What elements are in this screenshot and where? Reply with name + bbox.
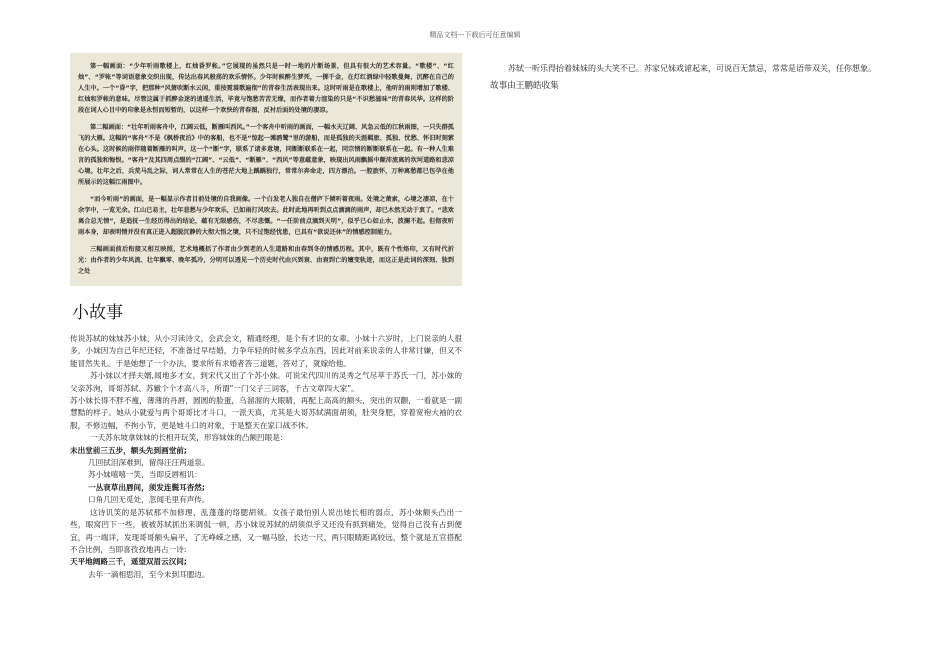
poem-line: 去年一滴相思泪，至今未到耳腮边。 bbox=[88, 569, 210, 579]
story-title: 小故事 bbox=[72, 303, 123, 323]
story-paragraph: 这诗讥笑的是苏轼那不加修理、乱蓬蓬的络腮胡须。女孩子最怕别人说出她长相的弱点，苏小妹额头凸出一些，眼窝凹下一些，被被苏轼抓出来调侃一顿，苏小妹说苏轼的胡须似乎又还没有抓到痛处，觉得自己没有占到便宜，再一端详，发现哥哥额头扁平，了无峥嵘之感，又一幅马脸，长达一尺，两只眼睛距离较远，整个就是五官搭配不合比例，当即喜孜孜地再占一诗: bbox=[70, 507, 462, 554]
left-column bbox=[70, 53, 462, 581]
commentary-paragraph: 三幅画面前后衔接又相互映照，艺术地概括了作者由少到老的人生道路和由春到冬的情感历程。其中，既有个性烙印，又有时代折光：由作者的少年风流、壮年飘零、晚年孤冷，分明可以透见一个历史时代由兴到衰、由衰到亡的嬗变轨迹，而这正是此词的深刻、独到之处 bbox=[78, 246, 454, 275]
commentary-paragraph: 第一幅画面：“少年听雨歌楼上，红烛昏罗帐。”它展现的虽然只是一时一地的片断场景，但具有很大的艺术容量。“歌楼”、“红烛”、“罗帐”等词语意象交织出现，传达出春风般荡的欢乐情怀。少年时候醉生梦死，一掷千金，在灯红酒绿中轻歌曼舞，沉醉在自己的人生中。一个“昏”字，把那种“风箫吹断水云闲，重按霓裳歌遍彻”的青春生活表现出来。这时听雨是在歌楼上，他听的雨则增加了歌楼、红烛和罗帐的意味。尽管这属于抓醉金迷的逍遥生活，毕竟与饱愁苦苦无缘，而作者着力渲染的只是“不识愁滋味”的青春风华。这样的阶段在词人心目中的印象是永恒而短暂的，以这样一个欢快的青春图，反衬后面的处境的凄凉。 bbox=[78, 63, 454, 114]
commentary-paragraph: “而今听雨”的画面，是一幅显示作者目前处境的自我画像。一个白发老人独自在僧庐下倾听着夜雨。处境之萧索，心境之凄凉，在十余字中，一览无余。江山已易主，壮年悲愁与少年欢乐，已如雨打风吹去。此时此地再听到点点滴滴的雨声，却已木然无动于衷了。“悲欢离合总无情”，是追抚一生经历得出的结论，蕴有无限感伤，不尽悲慨。“一任阶前点滴到天明”，似乎已心如止水，波澜不起。但彻夜听雨本身，却表明情并没有真正进入超脱沉静的大彻大悟之境，只不过饱经忧患，已具有“欲说还休”的情感控制能力。 bbox=[78, 196, 454, 236]
poem-line: 一丛衰草出唇间，须发连鬓耳杳然; bbox=[88, 482, 205, 492]
story-paragraph: 一天苏东坡拿妹妹的长相开玩笑，形容妹妹的凸额凹眼是： bbox=[90, 433, 288, 443]
poem-line: 天平地阔路三千，遥望双眉云汉间; bbox=[70, 557, 187, 567]
poem-line: 口角几回无觅处，忽闻毛里有声传。 bbox=[88, 495, 210, 505]
poem-line: 几回拭泪深难到，留得汪汪两道泉。 bbox=[88, 458, 210, 468]
collector-signature: 故事由王鹏皓收集 bbox=[490, 81, 559, 91]
poem-line: 未出堂前三五步，额头先到画堂前; bbox=[70, 445, 187, 455]
right-column bbox=[490, 62, 882, 93]
story-paragraph: 苏小妹长得不胖不瘦，薄薄的丹唇，圆圆的脸蛋，乌溜溜的大眼睛，再配上高高的额头，突出的双颧，一看就是一副慧黠的样子。她从小就爱与两个哥哥比才斗口，一派天真，尤其是大哥苏轼满面胡须，肚突身肥，穿着宽袍大袖的衣服，不修边幅，不拘小节，更是她斗口的对象，于是整天在家口战不休。 bbox=[70, 396, 462, 430]
page-header: 精品文档---下载后可任意编辑 bbox=[429, 31, 521, 39]
story-ending-paragraph: 苏轼一听乐得抬着妹妹的头大笑不已。苏家兄妹戏谑起来，可说百无禁忌，常常是语带双关，任你想象。 bbox=[508, 64, 876, 73]
story-body bbox=[70, 333, 462, 581]
commentary-box bbox=[70, 53, 462, 286]
story-paragraph: 苏小妹嘻嘻一笑，当即反唇相讥： bbox=[88, 470, 202, 480]
commentary-paragraph: 第二幅画面：“壮年听雨客舟中，江阔云低，断雁叫西风。”一个客舟中听雨的画面，一幅水天辽阔、风急云低的江秋雨图，一只失群孤飞的大雁。这幅的“客舟”不是《枫桥夜泊》中的客船，也不是“惊起一滩鸥鹭”里的游船，而是孤独的天涯羁旅、孤独、忧愁、怀旧时刻萦在心头。这时候的雨伴随着断雁的叫声。这一个“断”字，联系了诸多意境，同断断联系在一起，同宗情的断断联系在一起。有一种人生难言的孤独和悔恨。“客舟”及其四周点缀的“江阔”、“云低”、“断雁”、“西风”等意蕴意象，映现出风雨飘摇中颠沛流离的坎坷道路和悲凉心境。壮年之后，兵荒马乱之际，词人常常在人生的苍茫大地上踽踽独行，常常尔奔命走，四方漂泊。一腔旅怀，万种离愁都已包孕在他所展示的这幅江雨图中。 bbox=[78, 124, 454, 186]
story-paragraph: 苏小妹以才择夫婿,闻地多才女，到宋代又出了个苏小妹。可说宋代四川的灵秀之气尽萃于苏氏一门，苏小妹的父亲苏洵，哥哥苏轼、苏辙个个才高八斗，所谓“一门父子三词客，千古文章四大家”。 bbox=[70, 371, 462, 393]
story-paragraph: 传说苏轼的妹妹苏小妹，从小习读诗文，会武会文，精通经理，是个有才识的女辈。小妹十六岁时，上门说亲的人很多，小妹因为自己年纪还轻，不准备过早结婚，力争年轻的时候多学点东西，因此对前来说亲的人非常讨嫌，但又不能冒然失礼。于是她想了一个办法，要求所有求婚者答三道题，答对了，就嫁给他。 bbox=[70, 334, 462, 368]
